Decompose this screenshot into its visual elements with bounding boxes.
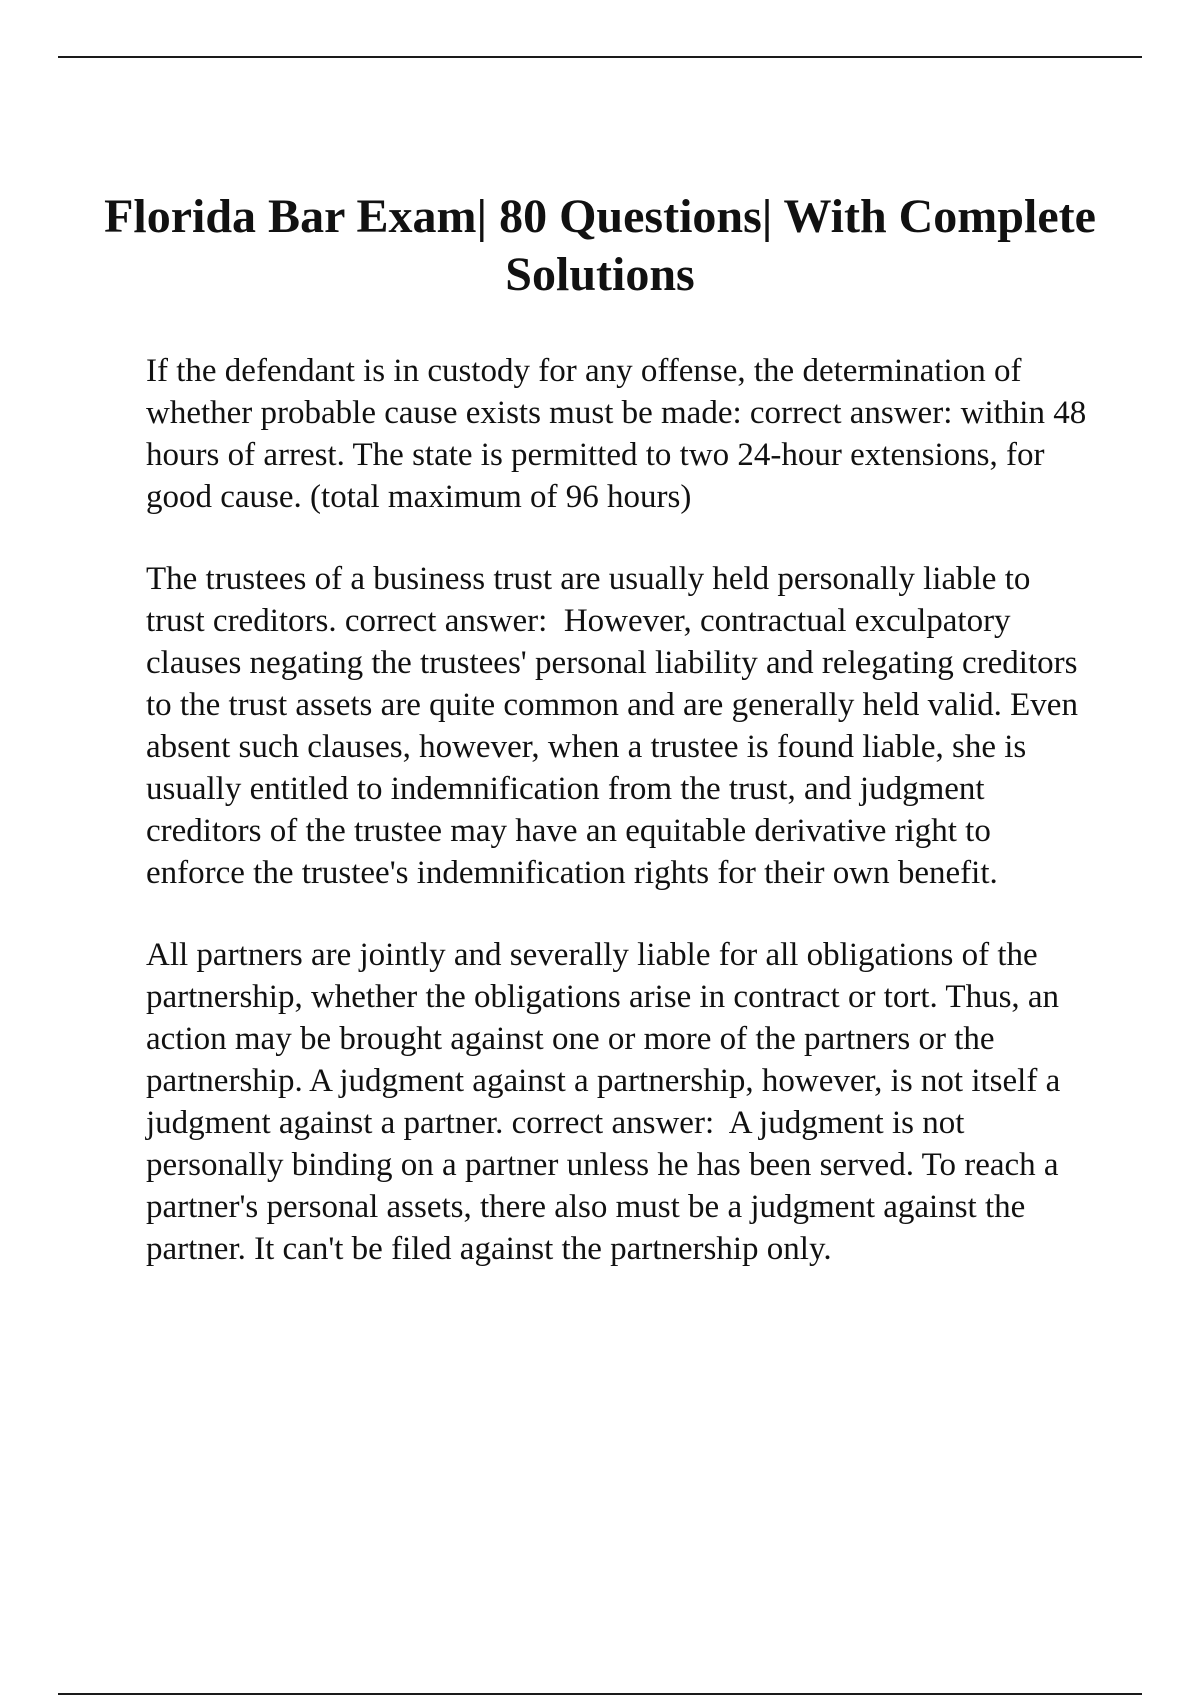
page-title: Florida Bar Exam| 80 Questions| With Complete Solutions	[104, 190, 1096, 301]
top-rule	[58, 56, 1142, 58]
qa-entry-partnership-liability: All partners are jointly and severally liable for all obligations of the partnership, whether the obligations arise in contract or tort. Thus, an action may be brought against one or more of the partners or the partnership. A judgment against a partnership, however, is not itself a judgment against a partner. correct answer: A judgment is not personally binding on a partner unless he has been served. To reach a partner's personal assets, there also must be a judgment against the partner. It can't be filed against the partnership only.	[146, 937, 1069, 1267]
document-body	[146, 350, 1096, 1310]
bottom-rule	[58, 1693, 1142, 1695]
qa-entry-business-trust: The trustees of a business trust are usually held personally liable to trust creditors. correct answer: However, contractual exculpatory clauses negating the trustees' personal liability and relegating creditors to the trust assets are quite common and are generally held valid. Even absent such clauses, however, when a trustee is found liable, she is usually entitled to indemnification from the trust, and judgment creditors of the trustee may have an equitable derivative right to enforce the trustee's indemnification rights for their own benefit.	[146, 561, 1087, 891]
qa-entry-probable-cause: If the defendant is in custody for any offense, the determination of whether probable cause exists must be made: correct answer: within 48 hours of arrest. The state is permitted to two 24-hour extensions, for good cause. (total maximum of 96 hours)	[146, 353, 1095, 515]
